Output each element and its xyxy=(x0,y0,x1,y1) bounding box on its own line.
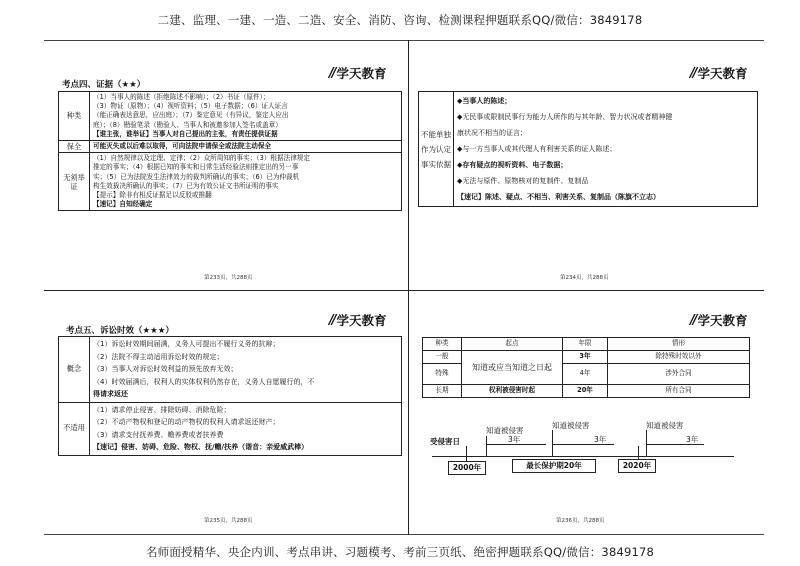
text-line: （4）时效届满后，权利人的实体权利仍然存在，义务人自愿履行的，不 xyxy=(93,377,315,386)
row-content xyxy=(90,337,402,403)
text-line: ◆存有疑点的视听资料、电子数据； xyxy=(457,161,568,169)
page2-number: 第234页，共288页 xyxy=(560,275,609,281)
text-line: 可能灭失或以后难以取得，可向法院申请保全或法院主动保全 xyxy=(93,142,272,151)
limitation-table xyxy=(58,336,402,456)
brand-logo-text: 学天教育 xyxy=(697,66,748,81)
text-line: （1）当事人的陈述（拒绝陈述不影响）；（2）书证（原件）； xyxy=(93,93,270,101)
tick-known-2 xyxy=(552,430,553,456)
text-line: 康状况不相当的证言； xyxy=(457,129,527,137)
table-cell: 所有合同 xyxy=(608,385,750,398)
table-row xyxy=(419,92,758,207)
text-line: （3）请求支付抚养费、赡养费或者扶养费 xyxy=(93,430,224,439)
table-row xyxy=(59,92,402,141)
text-line: 【谁主张，谁举证】当事人对自己提出的主张，有责任提供证据 xyxy=(93,129,278,138)
table-cell: 长期 xyxy=(423,385,462,398)
brand-logo-mark: // xyxy=(329,65,335,81)
known-label-3: 知道被侵害 xyxy=(646,421,684,430)
text-line: 【速记】自知经确定 xyxy=(93,200,153,209)
tick-known-1 xyxy=(486,436,487,456)
table-row xyxy=(59,337,402,403)
column-header: 起点 xyxy=(462,338,563,351)
span-label-1: 3年 xyxy=(508,435,521,444)
table-row xyxy=(59,153,402,211)
table-row xyxy=(59,402,402,455)
row-content xyxy=(454,92,758,207)
page-divider-horizontal xyxy=(44,290,764,291)
inadmissible-evidence-table xyxy=(418,91,758,207)
max-period-box: 最长保护期20年 xyxy=(512,459,596,473)
text-line: （1）请求停止侵害、排除妨碍、消除危险； xyxy=(93,405,231,414)
end-year-box: 2020年 xyxy=(618,459,656,473)
brand-logo xyxy=(690,311,748,329)
table-cell: 20年 xyxy=(563,385,608,398)
page-divider-vertical xyxy=(408,40,409,535)
text-line: （1）诉讼时效期间届满，义务人可提出不履行义务的抗辩； xyxy=(93,340,280,348)
text-line: （能正确表达意思，应出庭）；（7）鉴定意见（有异议，鉴定人应出 xyxy=(93,111,289,120)
text-line: 推定的事实；（4）根据已知的事实和日常生活经验法则推定出的另一事 xyxy=(93,163,299,172)
known-label-2: 知道被侵害 xyxy=(552,421,590,430)
text-line: ◆无法与原件、原物核对的复制件、复制品 xyxy=(457,177,589,185)
brand-logo-text: 学天教育 xyxy=(697,313,748,328)
table-row xyxy=(423,351,750,364)
text-line: 得请求返还 xyxy=(93,390,128,398)
table-cell: 一般 xyxy=(423,351,462,364)
page1-number: 第233页，共288页 xyxy=(204,275,253,281)
text-line: 【速记】陈述、疑点、不相当、利害关系、复制品（陈旗不立志） xyxy=(457,193,660,201)
evidence-table xyxy=(58,91,402,211)
tick-known-3 xyxy=(646,430,647,456)
sheet-bottom-border xyxy=(44,534,764,535)
table-cell: 特殊 xyxy=(423,364,462,385)
brand-logo-mark: // xyxy=(329,312,335,328)
table-header-row xyxy=(423,338,750,351)
brand-logo xyxy=(329,311,387,329)
span-label-2: 3年 xyxy=(594,435,607,444)
column-header: 年限 xyxy=(563,338,608,351)
table-row xyxy=(423,385,750,398)
page3-number: 第235页，共288页 xyxy=(204,518,253,524)
brand-logo-mark: // xyxy=(690,312,696,328)
known-label-1: 知道被侵害 xyxy=(486,426,524,435)
span-label-3: 3年 xyxy=(686,435,699,444)
table-cell: 3年 xyxy=(563,351,608,364)
bottom-banner: 名师面授精华、央企内训、考点串讲、习题模考、考前三页纸、绝密押题联系QQ/微信：3849178 xyxy=(145,545,655,559)
text-line: （2）法院不得主动适用诉讼时效的规定； xyxy=(93,352,224,361)
text-line: （3）物证（原物）；（4）视听资料；（5）电子数据；（6）证人证言 xyxy=(93,102,288,111)
row-label: 无须举证 xyxy=(59,153,90,211)
sheet-top-border xyxy=(44,40,764,41)
brand-logo xyxy=(690,64,748,82)
table-cell: 除特殊时效以外 xyxy=(608,351,750,364)
row-label: 不能单独作为认定事实依据 xyxy=(419,92,454,207)
text-line: 【速记】侵害、妨碍、危险、物权、抚/赡/扶养（谐音：亲爱威武棒） xyxy=(93,443,309,451)
text-line: ◆与一方当事人或其代理人有利害关系的证人陈述； xyxy=(457,145,617,153)
row-label: 种类 xyxy=(59,92,90,141)
table-cell: 涉外合同 xyxy=(608,364,750,385)
text-line: ◆无民事或限制民事行为能力人所作的与其年龄、智力状况或者精神健 xyxy=(457,113,673,121)
start-year-box: 2000年 xyxy=(448,461,486,475)
row-content xyxy=(90,153,402,211)
text-line: （1）自然规律以及定理、定律；（2）众所周知的事实；（3）根据法律规定 xyxy=(93,154,310,163)
text-line: 庭）；（8）勘验笔录（勘验人、当事人和被邀参加人签名或盖章） xyxy=(93,120,282,129)
row-content xyxy=(90,92,402,141)
row-label: 保全 xyxy=(59,141,90,153)
row-content xyxy=(90,141,402,153)
damaged-day-label: 受侵害日 xyxy=(430,437,460,446)
column-header: 情形 xyxy=(608,338,750,351)
text-line: 构生效裁决所确认的事实；（7）已为有效公证文书所证明的事实 xyxy=(93,181,279,190)
row-label: 概念 xyxy=(59,337,90,403)
brand-logo-text: 学天教育 xyxy=(336,66,387,81)
timeline-axis xyxy=(432,456,734,457)
page4-number: 第236页，共288页 xyxy=(556,518,605,524)
text-line: （2）不动产物权和登记的动产物权的权利人请求返还财产； xyxy=(93,418,280,426)
brand-logo xyxy=(329,64,387,82)
table-cell: 4年 xyxy=(563,364,608,385)
table-cell: 知道或应当知道之日起 xyxy=(462,351,563,385)
top-banner: 二建、监理、一建、一造、二造、安全、消防、咨询、检测课程押题联系QQ/微信：3849178 xyxy=(157,13,643,27)
row-content xyxy=(90,402,402,455)
text-line: 实；（5）已为法院发生法律效力的裁判所确认的事实；（6）已为仲裁机 xyxy=(93,172,300,181)
brand-logo-text: 学天教育 xyxy=(336,313,387,328)
row-label: 不适用 xyxy=(59,402,90,455)
brand-logo-mark: // xyxy=(690,65,696,81)
column-header: 种类 xyxy=(423,338,462,351)
table-row xyxy=(59,141,402,153)
text-line: ◆当事人的陈述； xyxy=(457,97,512,105)
text-line: 【提示】除非有相反证据足以反驳或推翻 xyxy=(93,191,212,200)
table-cell: 权利被侵害时起 xyxy=(462,385,563,398)
page3-heading: 考点五、诉讼时效（★★★） xyxy=(66,326,174,336)
text-line: （3）当事人对诉讼时效利益的预先放弃无效； xyxy=(93,365,238,373)
page1-heading: 考点四、证据（★★） xyxy=(62,80,146,90)
limitation-period-table xyxy=(422,337,750,398)
